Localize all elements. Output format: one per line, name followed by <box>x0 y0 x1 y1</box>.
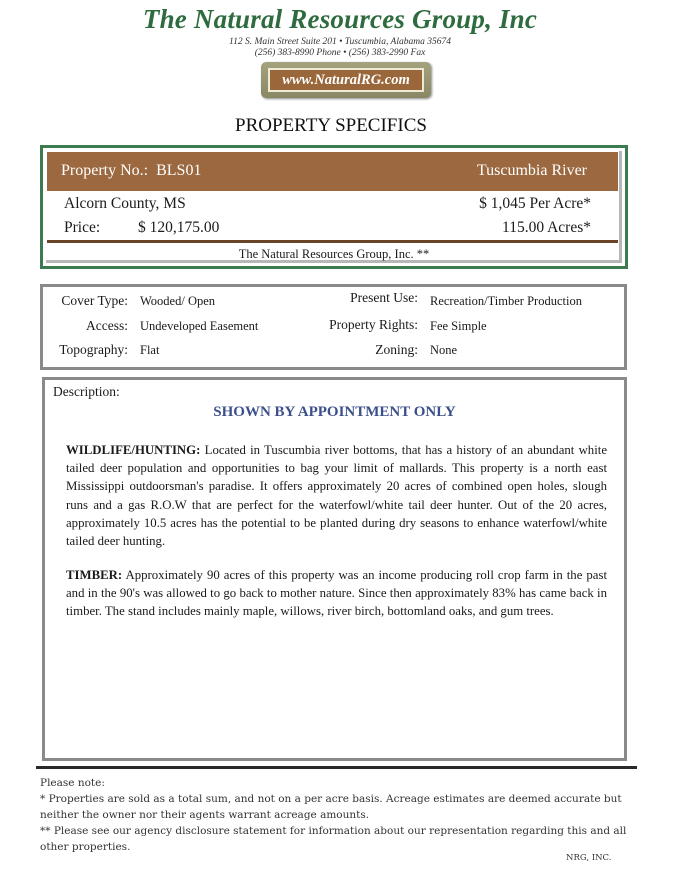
wildlife-heading: WILDLIFE/HUNTING: <box>66 443 201 457</box>
property-number <box>61 162 201 180</box>
property-company-footer: The Natural Resources Group, Inc. ** <box>238 247 430 261</box>
property-price-label: Price: <box>64 219 101 236</box>
property-header-bar <box>47 152 618 191</box>
description-box <box>42 377 627 761</box>
property-name: Tuscumbia River <box>476 162 587 179</box>
website-link[interactable]: www.NaturalRG.com <box>282 71 410 88</box>
property-details-box <box>40 284 627 370</box>
property-county: Alcorn County, MS <box>64 195 186 212</box>
section-divider <box>36 766 637 769</box>
page-title: PROPERTY SPECIFICS <box>235 115 427 136</box>
property-rights-value: Fee Simple <box>430 319 487 333</box>
access-label: Access: <box>86 318 128 333</box>
timber-paragraph <box>66 566 607 621</box>
timber-text: Approximately 90 acres of this property was an income producing roll crop farm in the past and in the 90's was allowed to go back to mother nature. Since then approximately 83% has came back in timber. The stand includes mainly maple, willows, river birch, bottomland oaks, and gum trees. <box>66 568 607 619</box>
property-number-label: Property No.: <box>61 162 149 179</box>
appointment-notice: SHOWN BY APPOINTMENT ONLY <box>213 404 456 420</box>
website-badge-inner <box>268 68 424 92</box>
note-disclosure: ** Please see our agency disclosure statement for information about our representation regarding this and all other properties. <box>40 825 627 853</box>
phone-line: (256) 383-8990 Phone • (256) 383-2990 Fax <box>254 48 426 58</box>
topography-value: Flat <box>140 343 160 357</box>
topography-label: Topography: <box>59 342 128 357</box>
cover-type-value: Wooded/ Open <box>140 294 216 308</box>
property-number-value: BLS01 <box>156 162 202 179</box>
address-line: 112 S. Main Street Suite 201 • Tuscumbia, Alabama 35674 <box>229 37 451 47</box>
property-per-acre: $ 1,045 Per Acre* <box>479 195 591 212</box>
present-use-value: Recreation/Timber Production <box>430 294 582 308</box>
property-acres: 115.00 Acres* <box>502 219 591 236</box>
access-value: Undeveloped Easement <box>140 319 259 333</box>
cover-type-label: Cover Type: <box>61 293 128 308</box>
company-address <box>0 37 680 59</box>
wildlife-paragraph <box>66 441 607 550</box>
note-acreage: * Properties are sold as a total sum, and not on a per acre basis. Acreage estimates are deemed accurate but neither the owner nor their agents warrant acreage amounts. <box>40 793 622 821</box>
timber-heading: TIMBER: <box>66 568 123 582</box>
property-summary-box <box>40 145 628 269</box>
company-name: The Natural Resources Group, Inc <box>142 4 538 34</box>
property-price: $ 120,175.00 <box>138 219 220 236</box>
notes-heading: Please note: <box>40 777 105 789</box>
present-use-label: Present Use: <box>350 290 418 305</box>
zoning-value: None <box>430 343 458 357</box>
wildlife-text: Located in Tuscumbia river bottoms, that has a history of an abundant white tailed deer population and opportunities to bag your limit of mallards. This property is a north east Mississippi outdoorsman's paradise. It offers approximately 20 acres of combined open holes, slough runs and a gas R.O.W that are perfect for the waterfowl/white tail deer hunter. Out of the 20 acres, approximately 10.5 acres has the potential to be planted during dry seasons to enhance waterfowl/white tailed deer hunting. <box>66 443 607 549</box>
zoning-label: Zoning: <box>375 342 418 357</box>
description-label: Description: <box>53 384 120 399</box>
website-badge[interactable] <box>261 62 431 98</box>
property-rights-label: Property Rights: <box>329 317 418 332</box>
signature: NRG, INC. <box>566 853 612 863</box>
divider <box>47 240 618 243</box>
